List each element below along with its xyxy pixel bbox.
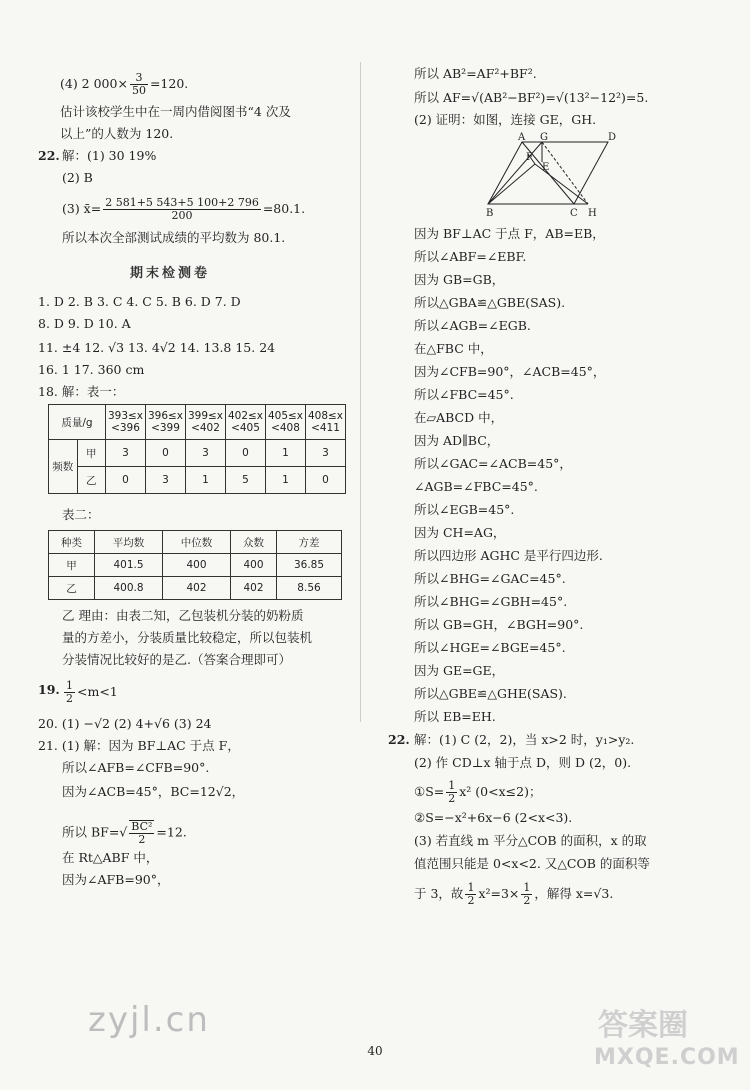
text-line: 所以∠ABF=∠EBF. <box>414 249 527 264</box>
text-line: 值范围只能是 0<x<2. 又△COB 的面积等 <box>414 856 650 871</box>
text-line: 量的方差小，分装质量比较稳定，所以包装机 <box>62 630 313 645</box>
text-line: 以上”的人数为 120. <box>60 126 174 141</box>
text-line: 因为 GE=GE， <box>414 663 505 678</box>
text-line: 所以 AB²=AF²+BF². <box>414 66 537 81</box>
table-header-cell: 399≤x <402 <box>186 405 226 440</box>
text-line: 因为 BF⊥AC 于点 F，AB=EB， <box>414 226 605 241</box>
table-cell: 频数 <box>49 440 78 494</box>
fig-label-a: A <box>518 132 526 143</box>
fraction: $\frac{3}{50}$ <box>131 71 146 97</box>
table-cell: 3 <box>106 440 146 467</box>
text-line: 所以∠HGE=∠BGE=45°. <box>414 640 566 655</box>
text-line: 所以∠GAC=∠ACB=45°， <box>414 456 572 471</box>
text-line: 所以∠FBC=45°. <box>414 387 514 402</box>
fraction: $\frac{2 581+5 543+5 100+2 796}{200}$ <box>105 196 259 222</box>
table-cell: 400 <box>230 554 276 577</box>
text-line: (2) 作 CD⊥x 轴于点 D，则 D (2，0). <box>414 755 632 770</box>
text-line: (3) 若直线 m 平分△COB 的面积，x 的取 <box>414 833 647 848</box>
text-line: 因为 GB=GB， <box>414 272 505 287</box>
text-line: 因为 CH=AG， <box>414 525 506 540</box>
text-line: ②S=−x²+6x−6 (2<x<3). <box>414 810 573 825</box>
text-line: 因为∠CFB=90°，∠ACB=45°， <box>414 364 606 379</box>
fraction: $\frac{1}{2}$ <box>66 679 73 705</box>
text-line: 所以∠BHG=∠GAC=45°. <box>414 571 566 586</box>
table-cell: 3 <box>146 467 186 494</box>
table-cell: 36.85 <box>277 554 342 577</box>
section-title: 期末检测卷 <box>130 266 211 281</box>
formula-line: $\frac{1}{2}$ <m<1 <box>66 679 118 705</box>
watermark-right-bottom: MXQE.COM <box>594 1045 740 1070</box>
column-divider <box>360 62 361 722</box>
table-two <box>48 530 342 600</box>
text-line: 所以△GBE≌△GHE(SAS). <box>414 686 567 701</box>
table-cell: 0 <box>106 467 146 494</box>
text-line: (2) 证明：如图，连接 GE，GH. <box>414 112 597 127</box>
fig-label-c: C <box>570 208 578 218</box>
table-cell: 1 <box>186 467 226 494</box>
fraction: $\frac{\text{BC²}}{2}$ <box>131 820 153 846</box>
text-line: 因为 AD∥BC， <box>414 433 500 448</box>
text-line: 因为∠AFB=90°， <box>62 872 170 887</box>
text-line: 所以∠BHG=∠GBH=45°. <box>414 594 568 609</box>
table-one <box>48 404 346 494</box>
answer-line: 8. D 9. D 10. A <box>38 316 131 331</box>
fraction: $\frac{1}{2}$ <box>448 779 456 805</box>
table-header-cell: 种类 <box>49 531 95 554</box>
fig-label-b: B <box>486 208 494 218</box>
text-line: 所以△GBA≌△GBE(SAS). <box>414 295 566 310</box>
text-line: 估计该校学生中在一周内借阅图书“4 次及 <box>60 104 291 119</box>
table-header-cell: 393≤x <396 <box>106 405 146 440</box>
table-cell: 401.5 <box>95 554 163 577</box>
table-cell: 8.56 <box>277 577 342 600</box>
table-header-cell: 平均数 <box>95 531 163 554</box>
text-line: 分装情况比较好的是乙.（答案合理即可） <box>62 652 291 667</box>
text-line: 所以∠AGB=∠EGB. <box>414 318 531 333</box>
fig-label-e: E <box>542 162 550 173</box>
table-row <box>49 531 342 554</box>
table-cell: 3 <box>306 440 346 467</box>
text-line: 所以四边形 AGHC 是平行四边形. <box>414 548 603 563</box>
text-line: 在△FBC 中， <box>414 341 493 356</box>
fig-label-f: F <box>526 152 533 163</box>
table-header-cell: 众数 <box>230 531 276 554</box>
text-line: 在 Rt△ABF 中， <box>62 850 159 865</box>
table-cell: 1 <box>266 467 306 494</box>
text-line: 21. (1) 解：因为 BF⊥AC 于点 F， <box>38 738 240 753</box>
table-header-cell: 中位数 <box>163 531 231 554</box>
q17-4-line: (4) 2 000× $\frac{3}{50}$ =120. <box>60 71 189 97</box>
text-line: 所以∠EGB=45°. <box>414 502 515 517</box>
table-cell: 甲 <box>49 554 95 577</box>
table-cell: 0 <box>306 467 346 494</box>
table-header-cell: 质量/g <box>49 405 106 440</box>
formula-line: 于 3，故 $\frac{1}{2}$ x²=3× $\frac{1}{2}$ ，解得 x=√3. <box>414 881 614 907</box>
answer-line: 1. D 2. B 3. C 4. C 5. B 6. D 7. D <box>38 294 241 309</box>
text-line: ∠AGB=∠FBC=45°. <box>414 479 538 494</box>
fraction: $\frac{1}{2}$ <box>467 881 475 907</box>
table-cell: 乙 <box>49 577 95 600</box>
question-number: 22. <box>38 148 60 163</box>
answer-line: 18. 解：表一： <box>38 384 125 399</box>
formula-line: ①S= $\frac{1}{2}$ x² (0<x≤2)； <box>414 779 542 805</box>
table-row <box>49 554 342 577</box>
answer-line: 20. (1) −√2 (2) 4+√6 (3) 24 <box>38 716 212 731</box>
table-cell: 400.8 <box>95 577 163 600</box>
table-cell: 400 <box>163 554 231 577</box>
geometry-figure <box>480 132 630 218</box>
table-cell: 5 <box>226 467 266 494</box>
fig-label-g: G <box>540 132 548 143</box>
table-cell: 1 <box>266 440 306 467</box>
answer-line: 16. 1 17. 360 cm <box>38 362 145 377</box>
table-cell: 0 <box>146 440 186 467</box>
text-line: 乙 理由：由表二知，乙包装机分装的奶粉质 <box>62 608 304 623</box>
table-label: 表二： <box>62 507 100 522</box>
formula-line: (3) x̄= $\frac{2 581+5 543+5 100+2 796}{200}$ =80.1. <box>62 196 306 222</box>
fig-label-d: D <box>608 132 617 143</box>
text-line: 所以本次全部测试成绩的平均数为 80.1. <box>62 230 286 245</box>
text-line: 所以 EB=EH. <box>414 709 496 724</box>
question-number: 22. <box>388 732 410 747</box>
question-number: 19. <box>38 682 60 697</box>
table-cell: 3 <box>186 440 226 467</box>
watermark-right-top: 答案圈 <box>598 1008 688 1043</box>
table-header-cell: 402≤x <405 <box>226 405 266 440</box>
text-line: 所以 AF=√(AB²−BF²)=√(13²−12²)=5. <box>414 90 649 105</box>
fraction: $\frac{1}{2}$ <box>523 881 531 907</box>
text-line: 因为∠ACB=45°，BC=12√2， <box>62 784 245 799</box>
page-number: 40 <box>367 1044 383 1058</box>
table-cell: 甲 <box>77 440 106 467</box>
text-line: 解：(1) 30 19% <box>62 148 157 163</box>
table-cell: 402 <box>163 577 231 600</box>
watermark-left: zyjl.cn <box>88 1000 210 1040</box>
table-header-cell: 408≤x <411 <box>306 405 346 440</box>
table-cell: 402 <box>230 577 276 600</box>
table-header-cell: 396≤x <399 <box>146 405 186 440</box>
table-row <box>49 405 346 440</box>
text-line: 所以 GB=GH，∠BGH=90°. <box>414 617 584 632</box>
text-line: 在▱ABCD 中， <box>414 410 504 425</box>
table-row <box>49 577 342 600</box>
answer-line: 11. ±4 12. √3 13. 4√2 14. 13.8 15. 24 <box>38 340 276 355</box>
table-row <box>49 440 346 467</box>
text-line: (2) B <box>62 170 93 185</box>
fig-label-h: H <box>588 208 597 218</box>
table-cell: 乙 <box>77 467 106 494</box>
table-cell: 0 <box>226 440 266 467</box>
table-header-cell: 405≤x <408 <box>266 405 306 440</box>
text-line: 解：(1) C (2，2)，当 x>2 时，y₁>y₂. <box>414 732 635 747</box>
formula-line: 所以 BF=√ $\frac{\text{BC²}}{2}$ =12. <box>62 820 187 846</box>
table-header-cell: 方差 <box>277 531 342 554</box>
table-row <box>49 467 346 494</box>
text-line: 所以∠AFB=∠CFB=90°. <box>62 760 210 775</box>
